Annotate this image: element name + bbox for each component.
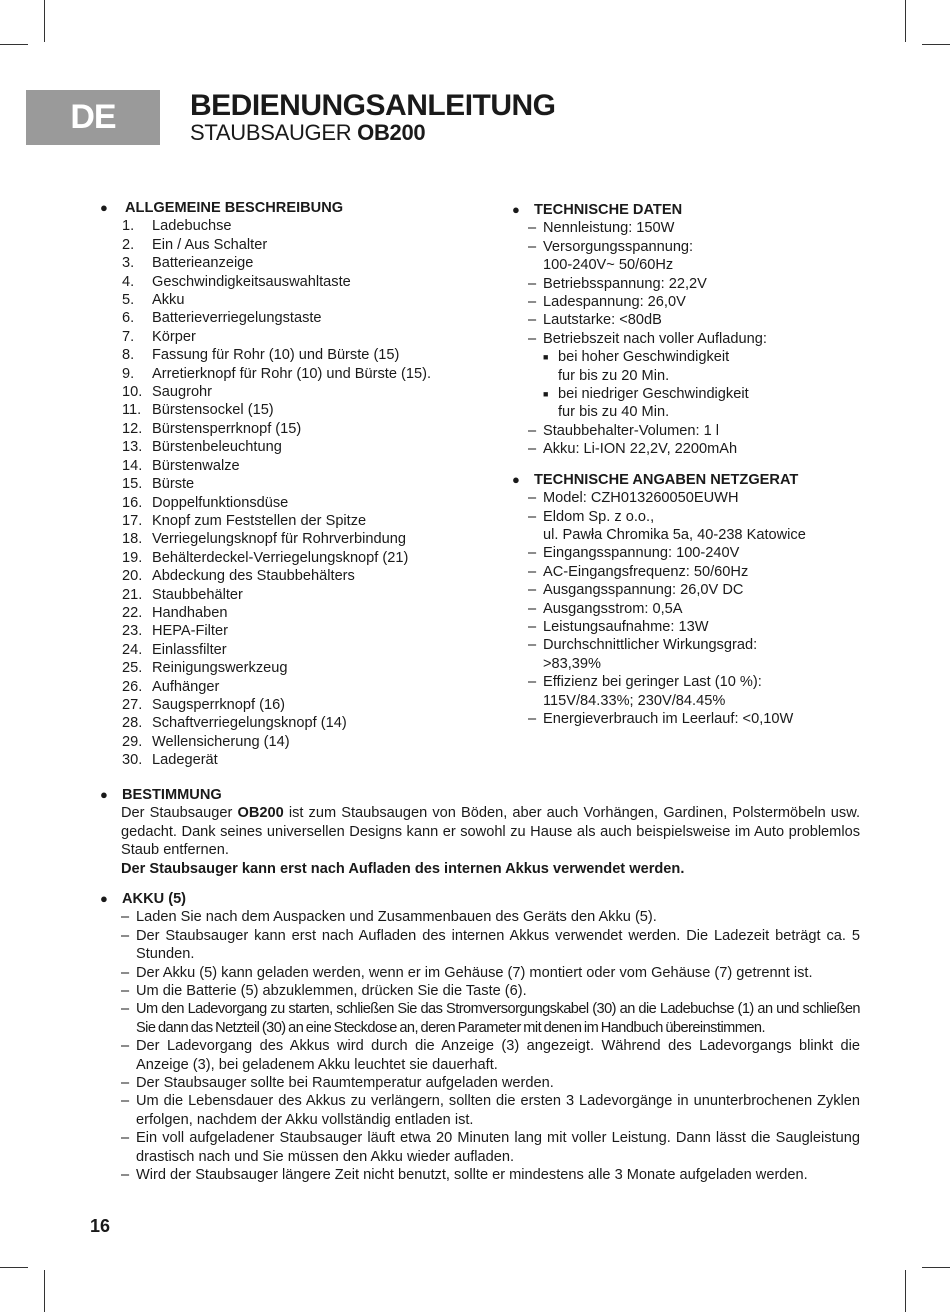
- list-item: – Ladespannung: 26,0V: [528, 294, 686, 311]
- item-number: 4.: [122, 273, 135, 290]
- purpose-note: Der Staubsauger kann erst nach Aufladen des internen Akkus verwendet werden.: [121, 860, 685, 877]
- item-label: Ladegerät: [152, 752, 218, 769]
- list-item: [100, 328, 500, 346]
- list-item: [100, 659, 500, 677]
- battery-instructions-list: [100, 908, 860, 1184]
- spec-text: Ausgangsspannung: 26,0V DC: [543, 582, 744, 599]
- list-item: [100, 714, 500, 732]
- list-item: [100, 494, 500, 512]
- bullet-icon: ●: [100, 891, 108, 906]
- list-item: – Leistungsaufnahme: 13W: [528, 618, 709, 635]
- list-item: [100, 291, 500, 309]
- instruction-text: Wird der Staubsauger längere Zeit nicht benutzt, sollte er mindestens alle 3 Monate aufgeladen werden.: [136, 1167, 808, 1184]
- crop-mark: [44, 0, 45, 42]
- list-item: – Model: CZH013260050EUWH: [528, 490, 739, 507]
- spec-text: Durchschnittlicher Wirkungsgrad:: [543, 637, 758, 654]
- list-item: – Energieverbrauch im Leerlauf: <0,10W: [528, 710, 794, 727]
- list-item: [100, 622, 500, 640]
- list-item: [100, 733, 500, 751]
- item-number: 20.: [122, 568, 143, 585]
- language-badge: DE: [26, 90, 160, 145]
- list-item: – Durchschnittlicher Wirkungsgrad: >83,39%: [528, 637, 758, 672]
- spec-text: bei niedriger Geschwindigkeit: [558, 386, 749, 403]
- square-bullet-icon: ■: [543, 389, 549, 400]
- section-heading: [100, 199, 500, 217]
- item-number: 10.: [122, 384, 143, 401]
- list-item: [100, 457, 500, 475]
- purpose-section: [100, 786, 860, 878]
- list-item: – Effizienz bei geringer Last (10 %): 115V/84.33%; 230V/84.45%: [528, 674, 762, 709]
- spec-text: Ladespannung: 26,0V: [543, 294, 686, 311]
- instruction-text: Der Akku (5) kann geladen werden, wenn er im Gehäuse (7) montiert oder vom Gehäuse (7) getrennt ist.: [136, 964, 813, 981]
- tech-list-continued: [512, 422, 842, 459]
- paragraph-text: Der Staubsauger: [121, 805, 238, 822]
- subtitle-product: STAUBSAUGER: [190, 120, 358, 145]
- item-label: Bürstenwalze: [152, 457, 240, 474]
- item-number: 16.: [122, 494, 143, 511]
- spec-text: Betriebszeit nach voller Aufladung:: [543, 330, 767, 347]
- bullet-icon: ●: [512, 471, 520, 487]
- spec-text: Energieverbrauch im Leerlauf: <0,10W: [543, 710, 794, 727]
- instruction-text: Um die Batterie (5) abzuklemmen, drücken Sie die Taste (6).: [136, 983, 527, 1000]
- item-label: Bürstensperrknopf (15): [152, 420, 302, 437]
- list-item: – Versorgungsspannung: 100-240V~ 50/60Hz: [528, 238, 694, 274]
- tech-heading: TECHNISCHE DATEN: [534, 202, 683, 218]
- item-number: 9.: [122, 365, 135, 382]
- spec-text: AC-Eingangsfrequenz: 50/60Hz: [543, 563, 749, 580]
- list-item: [100, 438, 500, 456]
- bullet-icon: ●: [100, 787, 108, 802]
- list-item: [100, 346, 500, 364]
- list-item: [100, 309, 500, 327]
- list-item: [100, 512, 500, 530]
- spec-text: fur bis zu 20 Min.: [558, 367, 670, 384]
- item-number: 5.: [122, 292, 135, 309]
- item-number: 18.: [122, 531, 143, 548]
- item-label: Aufhänger: [152, 678, 220, 695]
- section-heading: [512, 471, 842, 489]
- list-item: – Ein voll aufgeladener Staubsauger läuft etwa 20 Minuten lang mit voller Leistung. Dann lässt die Saugleistung drastisch nach und Sie müssen den Akku wieder aufladen.: [121, 1130, 860, 1165]
- subtitle-model: OB200: [357, 120, 426, 145]
- item-number: 29.: [122, 733, 143, 750]
- item-label: Batterieverriegelungstaste: [152, 310, 322, 327]
- list-item: [100, 530, 500, 548]
- instruction-text: Um den Ladevorgang zu starten, schließen Sie das Stromversorgungskabel (30) an die Ladebuchse (1) an und schließen Sie dann das Netzteil (30) an eine Steckdose an, deren Parameter mit denen im Handbuch übereinstimmen.: [136, 1001, 860, 1036]
- general-description-section: [100, 199, 500, 770]
- runtime-list: [512, 348, 842, 422]
- instruction-text: Um die Lebensdauer des Akkus zu verlängern, sollten die ersten 3 Ladevorgänge in ununterbrochenen Zyklen erfolgen, nachdem der Akku vollständig entladen ist.: [136, 1093, 860, 1128]
- spec-text: Ausgangsstrom: 0,5A: [543, 600, 683, 617]
- item-label: Wellensicherung (14): [152, 733, 290, 750]
- spec-text: Effizienz bei geringer Last (10 %):: [543, 674, 762, 691]
- list-item: – Wird der Staubsauger längere Zeit nicht benutzt, sollte er mindestens alle 3 Monate aufgeladen werden.: [121, 1166, 860, 1184]
- spec-text: Model: CZH013260050EUWH: [543, 490, 739, 507]
- spec-text: Nennleistung: 150W: [543, 220, 675, 237]
- crop-mark: [922, 1267, 950, 1268]
- instruction-text: Ein voll aufgeladener Staubsauger läuft etwa 20 Minuten lang mit voller Leistung. Dann lässt die Saugleistung drastisch nach und Sie müssen den Akku wieder aufladen.: [136, 1130, 860, 1165]
- item-number: 22.: [122, 604, 143, 621]
- item-label: Batterieanzeige: [152, 255, 254, 272]
- instruction-text: Der Staubsauger kann erst nach Aufladen des internen Akkus verwendet werden. Die Ladezeit beträgt ca. 5 Stunden.: [136, 927, 860, 963]
- list-item: [100, 217, 500, 235]
- item-number: 6.: [122, 310, 135, 327]
- list-item: – Nennleistung: 150W: [528, 220, 675, 237]
- model-name: OB200: [237, 805, 284, 822]
- list-item: [100, 604, 500, 622]
- spec-text: 115V/84.33%; 230V/84.45%: [543, 692, 726, 709]
- netz-heading: TECHNISCHE ANGABEN NETZGERAT: [534, 471, 799, 488]
- paragraph-text: ist zum Staubsaugen von Böden, aber auch Vorhängen, Gardinen, Polstermöbeln usw. gedacht. Dank seines universellen Designs kann er sowohl zu Hause als auch beispielsweise im Auto problemlos Staub entfernen.: [121, 805, 860, 859]
- item-label: Akku: [152, 292, 185, 309]
- list-item: – Der Staubsauger kann erst nach Aufladen des internen Akkus verwendet werden. Die Ladezeit beträgt ca. 5 Stunden.: [121, 927, 860, 963]
- item-label: Geschwindigkeitsauswahltaste: [152, 273, 351, 290]
- technical-data-section: [512, 201, 842, 728]
- crop-mark: [905, 0, 906, 42]
- list-item: [100, 641, 500, 659]
- section-heading: [512, 201, 842, 219]
- item-number: 8.: [122, 347, 135, 364]
- item-label: Knopf zum Feststellen der Spitze: [152, 512, 367, 529]
- item-label: Einlassfilter: [152, 641, 227, 658]
- spec-text: bei hoher Geschwindigkeit: [558, 349, 730, 366]
- square-bullet-icon: ■: [543, 352, 549, 363]
- list-item: – Staubbehalter-Volumen: 1 l: [528, 422, 720, 439]
- instruction-text: Der Staubsauger sollte bei Raumtemperatur aufgeladen werden.: [136, 1075, 554, 1092]
- item-number: 12.: [122, 420, 143, 437]
- item-number: 27.: [122, 696, 143, 713]
- list-item: [100, 273, 500, 291]
- spec-text: >83,39%: [543, 655, 602, 672]
- item-label: Doppelfunktionsdüse: [152, 494, 289, 511]
- list-item: – Laden Sie nach dem Auspacken und Zusammenbauen des Geräts den Akku (5).: [121, 908, 860, 926]
- list-item: – Um den Ladevorgang zu starten, schließen Sie das Stromversorgungskabel (30) an die Ladebuchse (1) an und schließen Sie dann das Netzteil (30) an eine Steckdose an, deren Parameter mit denen im Handbuch übereinstimmen.: [121, 1001, 860, 1036]
- item-label: Bürste: [152, 476, 195, 493]
- item-label: Arretierknopf für Rohr (10) und Bürste (15).: [152, 365, 432, 382]
- list-item: [543, 385, 842, 422]
- item-number: 17.: [122, 512, 143, 529]
- page-number: 16: [90, 1216, 111, 1236]
- item-number: 24.: [122, 641, 143, 658]
- parts-list: [100, 217, 500, 769]
- list-item: – Ausgangsspannung: 26,0V DC: [528, 582, 744, 599]
- bestimmung-heading: BESTIMMUNG: [122, 787, 222, 803]
- crop-mark: [0, 44, 28, 45]
- tech-list: [512, 219, 842, 348]
- instruction-text: Laden Sie nach dem Auspacken und Zusammenbauen des Geräts den Akku (5).: [136, 909, 657, 926]
- instruction-text: Der Ladevorgang des Akkus wird durch die Anzeige (3) angezeigt. Während des Ladevorgangs blinkt die Anzeige (3), bei geladenem Akku leuchtet sie dauerhaft.: [136, 1038, 860, 1073]
- item-number: 7.: [122, 328, 135, 345]
- spec-text: fur bis zu 40 Min.: [558, 404, 670, 421]
- list-item: [100, 254, 500, 272]
- spec-text: Betriebsspannung: 22,2V: [543, 275, 707, 292]
- list-item: – Der Ladevorgang des Akkus wird durch die Anzeige (3) angezeigt. Während des Ladevorgangs blinkt die Anzeige (3), bei geladenem Akku leuchtet sie dauerhaft.: [121, 1038, 860, 1073]
- item-number: 3.: [122, 255, 135, 272]
- item-number: 11.: [122, 402, 142, 419]
- item-label: Bürstenbeleuchtung: [152, 439, 282, 456]
- list-item: [100, 383, 500, 401]
- power-supply-list: [512, 489, 842, 728]
- list-item: [100, 696, 500, 714]
- list-item: [100, 401, 500, 419]
- list-item: – Ausgangsstrom: 0,5A: [528, 600, 683, 617]
- document-subtitle: [190, 120, 425, 146]
- item-label: Verriegelungsknopf für Rohrverbindung: [152, 531, 406, 548]
- item-label: Saugrohr: [152, 384, 213, 401]
- item-label: Behälterdeckel-Verriegelungsknopf (21): [152, 549, 409, 566]
- list-item: [100, 236, 500, 254]
- item-number: 2.: [122, 236, 135, 253]
- item-label: Ein / Aus Schalter: [152, 236, 268, 253]
- document-title: BEDIENUNGSANLEITUNG: [190, 89, 556, 122]
- list-item: [100, 751, 500, 769]
- list-item: – Lautstarke: <80dB: [528, 312, 662, 329]
- crop-mark: [905, 1270, 906, 1312]
- section-heading: [100, 890, 860, 908]
- list-item: – Eingangsspannung: 100-240V: [528, 545, 740, 562]
- crop-mark: [922, 44, 950, 45]
- item-number: 28.: [122, 715, 143, 732]
- purpose-paragraph: [100, 804, 860, 859]
- item-label: HEPA-Filter: [152, 623, 228, 640]
- item-number: 15.: [122, 476, 143, 493]
- bullet-icon: ●: [100, 200, 108, 215]
- crop-mark: [44, 1270, 45, 1312]
- list-item: – Betriebsspannung: 22,2V: [528, 275, 707, 292]
- list-item: – Akku: Li-ION 22,2V, 2200mAh: [528, 441, 738, 458]
- spec-text: Eldom Sp. z o.o.,: [543, 508, 655, 525]
- list-item: [100, 549, 500, 567]
- general-heading: ALLGEMEINE BESCHREIBUNG: [125, 200, 344, 216]
- spec-text: Lautstarke: <80dB: [543, 312, 662, 329]
- item-number: 14.: [122, 457, 143, 474]
- item-number: 19.: [122, 549, 143, 566]
- item-number: 30.: [122, 752, 143, 769]
- list-item: – Eldom Sp. z o.o., ul. Pawła Chromika 5a, 40-238 Katowice: [528, 508, 806, 543]
- list-item: [543, 348, 842, 385]
- list-item: [100, 567, 500, 585]
- crop-mark: [0, 1267, 28, 1268]
- list-item: – Der Akku (5) kann geladen werden, wenn er im Gehäuse (7) montiert oder vom Gehäuse (7) getrennt ist.: [121, 964, 860, 982]
- list-item: [100, 475, 500, 493]
- list-item: [100, 678, 500, 696]
- item-label: Ladebuchse: [152, 218, 232, 235]
- list-item: – Um die Batterie (5) abzuklemmen, drücken Sie die Taste (6).: [121, 982, 860, 1000]
- item-label: Bürstensockel (15): [152, 402, 274, 419]
- item-number: 13.: [122, 439, 143, 456]
- item-label: Fassung für Rohr (10) und Bürste (15): [152, 347, 400, 364]
- item-label: Körper: [152, 328, 196, 345]
- list-item: – AC-Eingangsfrequenz: 50/60Hz: [528, 563, 749, 580]
- item-number: 1.: [122, 218, 135, 235]
- item-number: 21.: [122, 586, 143, 603]
- bullet-icon: ●: [512, 202, 520, 217]
- item-label: Abdeckung des Staubbehälters: [152, 568, 355, 585]
- spec-text: Staubbehalter-Volumen: 1 l: [543, 422, 720, 439]
- item-label: Saugsperrknopf (16): [152, 696, 286, 713]
- item-number: 26.: [122, 678, 143, 695]
- item-label: Reinigungswerkzeug: [152, 660, 288, 677]
- item-label: Schaftverriegelungsknopf (14): [152, 715, 347, 732]
- battery-section: [100, 890, 860, 1185]
- list-item: – Betriebszeit nach voller Aufladung:: [528, 330, 767, 347]
- item-label: Handhaben: [152, 604, 228, 621]
- list-item: [100, 586, 500, 604]
- list-item: – Um die Lebensdauer des Akkus zu verlängern, sollten die ersten 3 Ladevorgänge in ununterbrochenen Zyklen erfolgen, nachdem der Akku vollständig entladen ist.: [121, 1093, 860, 1128]
- item-number: 23.: [122, 623, 143, 640]
- section-heading: [100, 786, 860, 804]
- spec-text: ul. Pawła Chromika 5a, 40-238 Katowice: [543, 526, 806, 543]
- item-label: Staubbehälter: [152, 586, 243, 603]
- spec-text: Akku: Li-ION 22,2V, 2200mAh: [543, 441, 738, 458]
- list-item: [100, 420, 500, 438]
- spec-text: Leistungsaufnahme: 13W: [543, 618, 709, 635]
- list-item: [100, 365, 500, 383]
- spec-text: 100-240V~ 50/60Hz: [543, 257, 674, 274]
- spec-text: Eingangsspannung: 100-240V: [543, 545, 740, 562]
- akku-heading: AKKU (5): [122, 891, 187, 907]
- item-number: 25.: [122, 660, 143, 677]
- list-item: – Der Staubsauger sollte bei Raumtemperatur aufgeladen werden.: [121, 1074, 860, 1092]
- spec-text: Versorgungsspannung:: [543, 238, 694, 255]
